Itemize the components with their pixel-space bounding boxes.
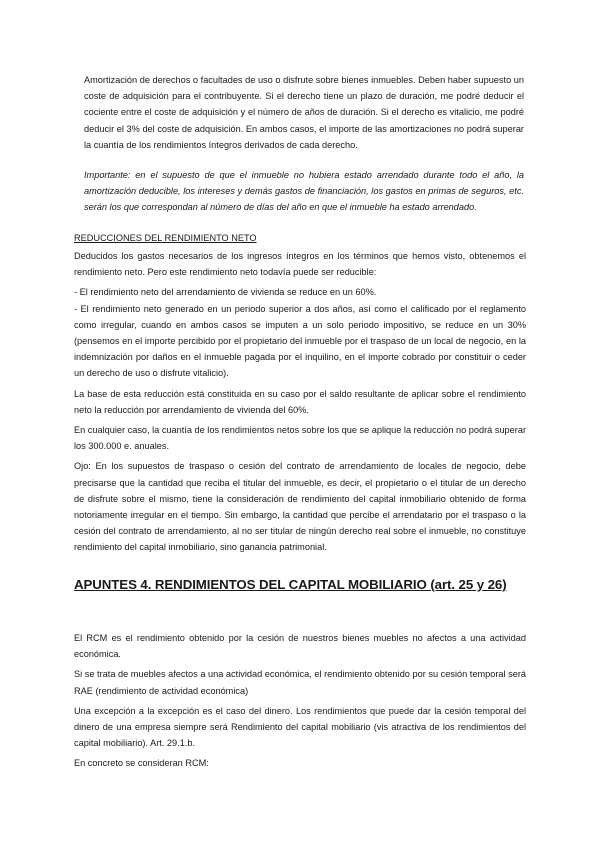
reducciones-paragraph-2: - El rendimiento neto del arrendamiento de vivienda se reduce en un 60%. bbox=[74, 287, 377, 298]
apuntes4-paragraph-2: Si se trata de muebles afectos a una actividad económica, el rendimiento obtenido por su cesión temporal será RAE (rendimiento de actividad económica) bbox=[74, 669, 526, 696]
amortizacion-paragraph: Amortización de derechos o facultades de uso o disfrute sobre bienes inmuebles. Deben haber supuesto un coste de adquisición para el contribuyente. Si el derecho tiene un plazo de duración, me podré deducir el cociente entre el coste de adquisición y el número de años de duración. Si el derecho es vitalicio, me podré deducir el 3% del coste de adquisición. En ambos casos, el importe de las amortizaciones no podrá superar la cuantía de los rendimientos íntegros derivados de cada derecho. bbox=[84, 75, 524, 150]
apuntes4-paragraph-4: En concreto se consideran RCM: bbox=[74, 758, 209, 769]
apuntes4-paragraph-1: El RCM es el rendimiento obtenido por la cesión de nuestros bienes muebles no afectos a una actividad económica. bbox=[74, 633, 526, 660]
reducciones-paragraph-5: En cualquier caso, la cuantía de los rendimientos netos sobre los que se aplique la reducción no podrá superar los 300.000 e. anuales. bbox=[74, 425, 526, 452]
reducciones-paragraph-4: La base de esta reducción está constituida en su caso por el saldo resultante de aplicar sobre el rendimiento neto la reducción por arrendamiento de vivienda del 60%. bbox=[74, 388, 526, 415]
reducciones-paragraph-1: Deducidos los gastos necesarios de los ingresos íntegros en los términos que hemos visto, obtenemos el rendimiento neto. Pero este rendimiento neto todavía puede ser reducible: bbox=[74, 251, 526, 278]
important-note: Importante: en el supuesto de que el inmueble no hubiera estado arrendado durante todo el año, la amortización deducible, los intereses y demás gastos de financiación, los gastos en primas de seguros, etc. serán los que correspondan al número de días del año en que el inmueble ha estado arrendado. bbox=[84, 170, 524, 213]
chapter-title: APUNTES 4. RENDIMIENTOS DEL CAPITAL MOBILIARIO (art. 25 y 26) bbox=[74, 577, 507, 592]
reducciones-paragraph-3: - El rendimiento neto generado en un periodo superior a dos años, así como el calificado por el reglamento como irregular, cuando en ambos casos se imputen a un solo periodo impositivo, se reduce en un 30% (pensemos en el importe percibido por el propietario del inmueble por el traspaso de un local de negocio, en la indemnización por daños en el inmueble pagada por el inquilino, en el importe cobrado por constituir o ceder un derecho de uso o disfrute vitalicio). bbox=[74, 303, 526, 379]
reducciones-paragraph-6: Ojo: En los supuestos de traspaso o cesión del contrato de arrendamiento de locales de negocio, debe precisarse que la cantidad que reciba el titular del inmueble, es decir, el propietario o el titular de un derecho de disfrute sobre el mismo, tiene la consideración de rendimiento del capital inmobiliario obtenido de forma notoriamente irregular en el tiempo. Sin embargo, la cantidad que percibe el arrendatario por el traspaso o la cesión del contrato de arrendamiento, al no ser titular de ningún derecho real sobre el inmueble, no constituye rendimiento del capital inmobiliario, sino ganancia patrimonial. bbox=[74, 461, 526, 553]
reducciones-body bbox=[74, 248, 526, 556]
apuntes4-paragraph-3: Una excepción a la excepción es el caso del dinero. Los rendimientos que puede dar la cesión temporal del dinero de una empresa siempre será Rendimiento del capital mobiliario (vis atractiva de los rendimientos del capital mobiliario). Art. 29.1.b. bbox=[74, 705, 526, 749]
section-heading-reducciones: REDUCCIONES DEL RENDIMIENTO NETO bbox=[74, 233, 257, 243]
apuntes4-body bbox=[74, 630, 526, 772]
